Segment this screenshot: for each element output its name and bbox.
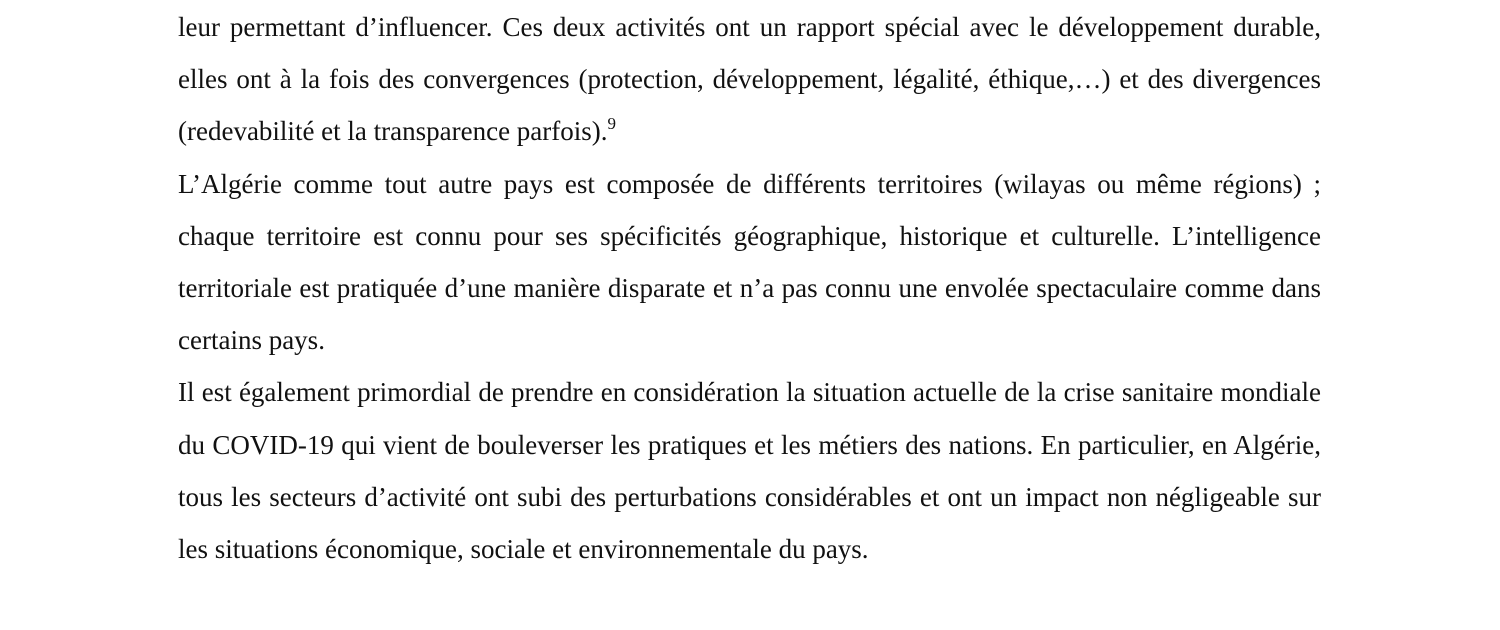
paragraph-3-text: Il est également primordial de prendre en considération la situation actuelle de la crise sanitaire mondiale du COVID-19 qui vient de bouleverser les pratiques et les métiers des nations. En particulier, en Algérie, tous les secteurs d’activité ont subi des perturbations considérables et ont un impact non négligeable sur les situations économique, sociale et environnementale du pays. bbox=[178, 377, 1321, 565]
paragraph-3 bbox=[178, 366, 1321, 575]
footnote-reference[interactable]: 9 bbox=[607, 114, 617, 134]
paragraph-2 bbox=[178, 158, 1321, 367]
paragraph-2-text: L’Algérie comme tout autre pays est composée de différents territoires (wilayas ou même régions) ; chaque territoire est connu pour ses spécificités géographique, historique et culturelle. L’intelligence territoriale est pratiquée d’une manière disparate et n’a pas connu une envolée spectaculaire comme dans certains pays. bbox=[178, 168, 1321, 356]
body-text bbox=[178, 1, 1321, 575]
paragraph-1-text: leur permettant d’influencer. Ces deux activités ont un rapport spécial avec le développement durable, elles ont à la fois des convergences (protection, développement, légalité, éthique,…) et des divergences (redevabilité et la transparence parfois). bbox=[178, 12, 1321, 147]
paragraph-1 bbox=[178, 1, 1321, 158]
